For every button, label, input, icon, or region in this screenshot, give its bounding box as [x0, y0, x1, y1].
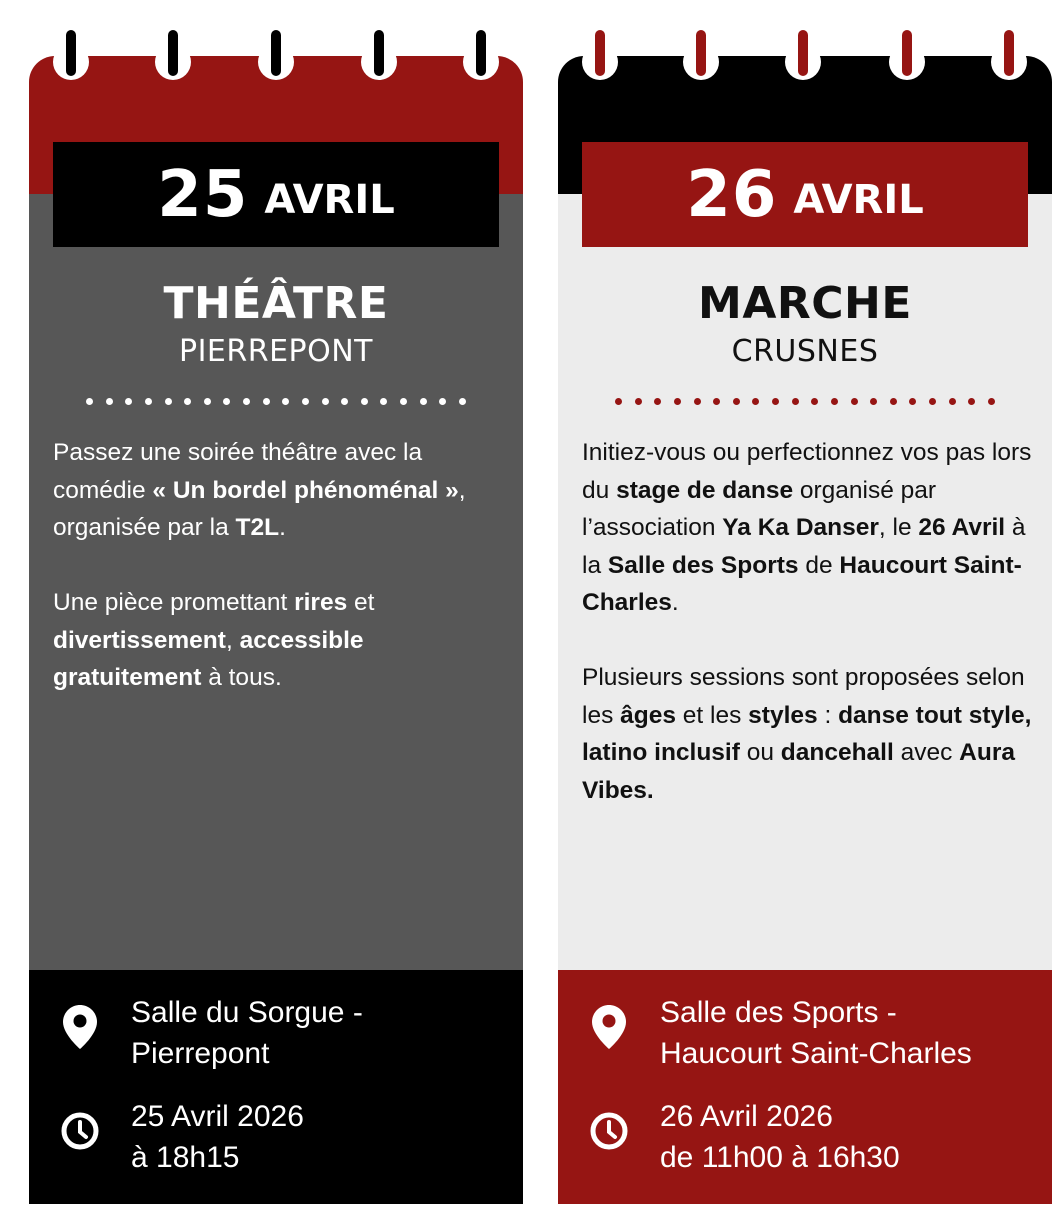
binder-ring-icon	[991, 30, 1027, 108]
event-description	[582, 434, 1042, 847]
binder-ring-icon	[889, 30, 925, 108]
time-line: à 18h15	[131, 1141, 240, 1174]
location-line: Haucourt Saint-Charles	[660, 1037, 972, 1070]
event-card-marche	[558, 56, 1052, 1204]
location-line: Pierrepont	[131, 1037, 270, 1070]
clock-icon	[590, 1112, 628, 1150]
clock-icon	[61, 1112, 99, 1150]
date-month: AVRIL	[793, 176, 924, 223]
location-info	[29, 992, 523, 1074]
event-title: MARCHE	[698, 278, 912, 329]
location-line: Salle du Sorgue -	[131, 996, 363, 1029]
time-line: de 11h00 à 16h30	[660, 1141, 900, 1174]
description-paragraph: Initiez-vous ou perfectionnez vos pas lors du stage de danse organisé par l’association Ya Ka Danser, le 26 Avril à la Salle des Sports de Haucourt Saint-Charles.	[582, 439, 1032, 616]
description-paragraph: Passez une soirée théâtre avec la comédie « Un bordel phénoménal », organisée par la T2L.	[53, 439, 466, 541]
event-description	[53, 434, 513, 734]
event-card-theatre	[29, 56, 523, 1204]
event-place: CRUSNES	[731, 334, 879, 369]
map-pin-icon	[591, 1004, 627, 1050]
dotted-divider	[615, 398, 995, 408]
date-month: AVRIL	[264, 176, 395, 223]
date-banner	[53, 142, 499, 247]
time-line: 25 Avril 2026	[131, 1100, 304, 1133]
date-day: 25	[157, 157, 249, 232]
binder-ring-icon	[582, 30, 618, 108]
binder-ring-icon	[463, 30, 499, 108]
binder-ring-icon	[258, 30, 294, 108]
time-line: 26 Avril 2026	[660, 1100, 833, 1133]
date-banner	[582, 142, 1028, 247]
time-info	[558, 1096, 1052, 1178]
location-info	[558, 992, 1052, 1074]
map-pin-icon	[62, 1004, 98, 1050]
binder-ring-icon	[53, 30, 89, 108]
description-paragraph: Plusieurs sessions sont proposées selon les âges et les styles : danse tout style, latino inclusif ou dancehall avec Aura Vibes.	[582, 664, 1032, 804]
binder-ring-icon	[785, 30, 821, 108]
location-line: Salle des Sports -	[660, 996, 897, 1029]
binder-ring-icon	[683, 30, 719, 108]
binder-ring-icon	[361, 30, 397, 108]
binder-ring-icon	[155, 30, 191, 108]
time-info	[29, 1096, 523, 1178]
dotted-divider	[86, 398, 466, 408]
event-title: THÉÂTRE	[163, 278, 389, 329]
event-place: PIERREPONT	[178, 334, 373, 369]
date-day: 26	[686, 157, 778, 232]
description-paragraph: Une pièce promettant rires et divertissement, accessible gratuitement à tous.	[53, 589, 375, 691]
